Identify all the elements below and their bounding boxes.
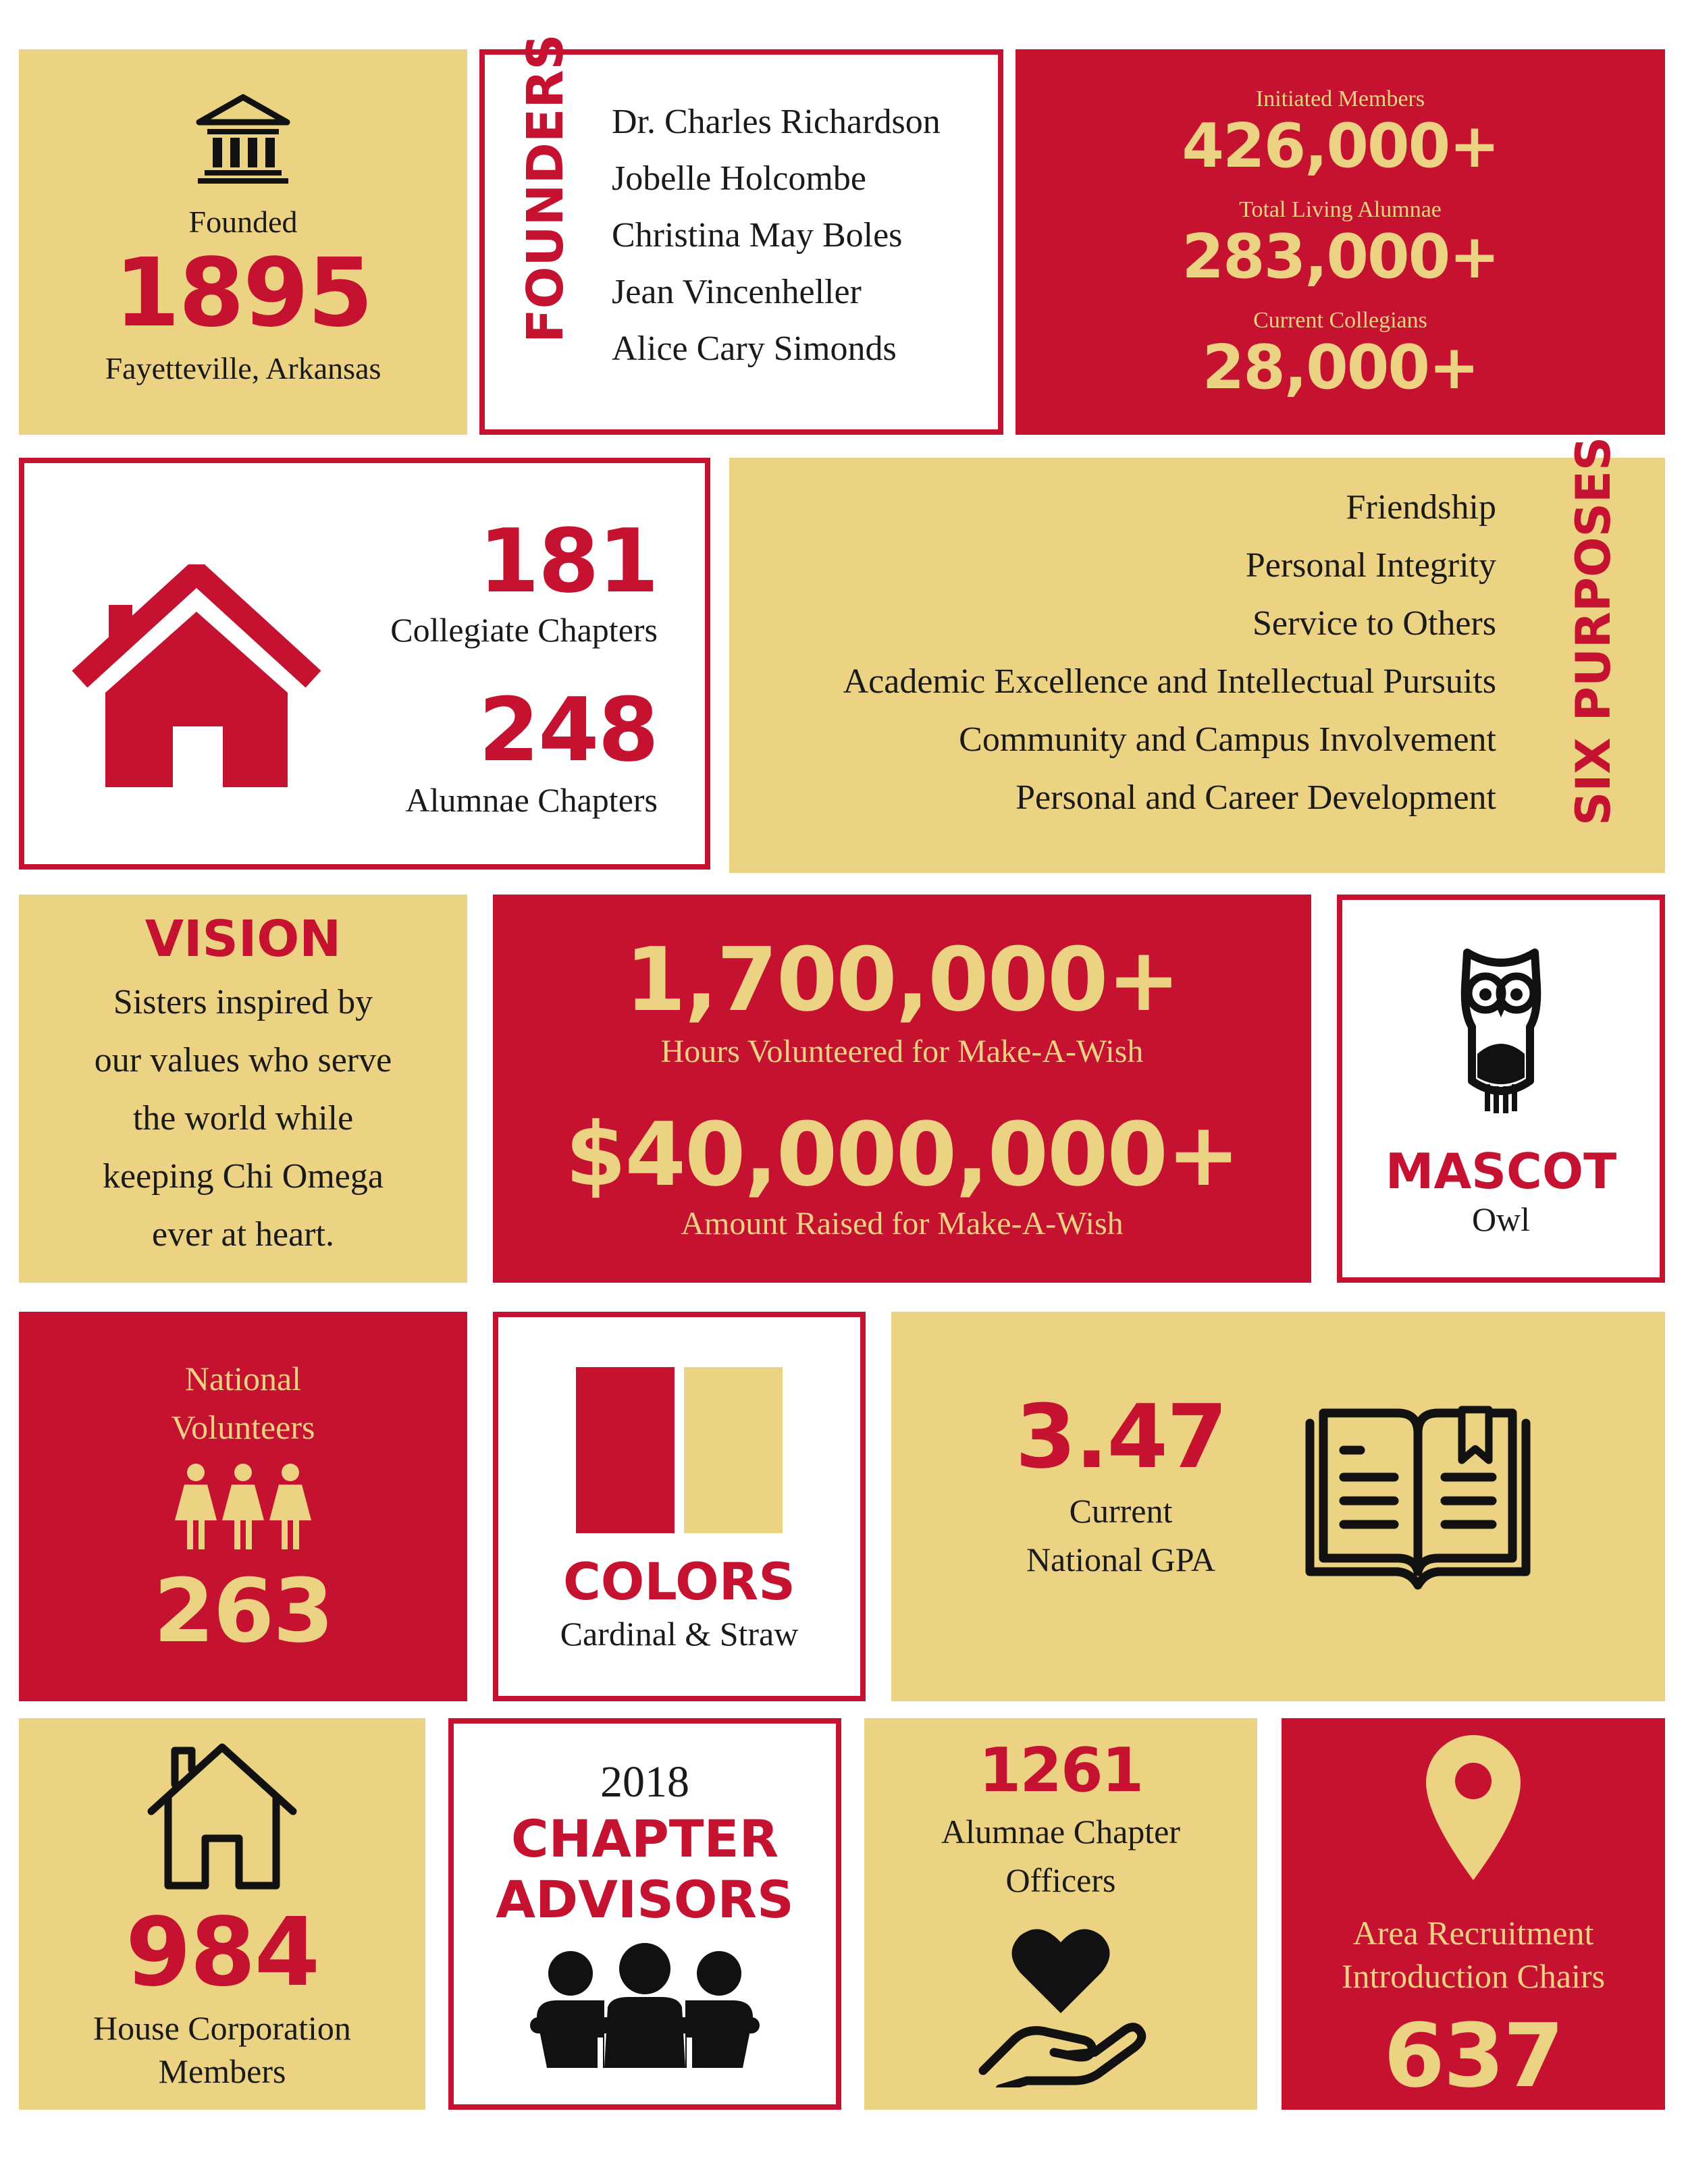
advisors-heading-1: CHAPTER xyxy=(510,1809,779,1869)
house-corp-label-1: House Corporation xyxy=(93,2009,351,2047)
purpose-item: Academic Excellence and Intellectual Pursuits xyxy=(843,662,1496,701)
purposes-heading: SIX PURPOSES xyxy=(1566,436,1621,826)
vision-line: Sisters inspired by xyxy=(113,982,373,1021)
house-corp-value: 984 xyxy=(125,1898,319,2008)
volunteers-label-1: National xyxy=(184,1359,302,1397)
founders-list xyxy=(612,102,941,385)
house-corp-tile xyxy=(19,1718,425,2110)
gpa-text xyxy=(986,1385,1256,1579)
women-icon xyxy=(172,1463,314,1551)
officers-label-2: Officers xyxy=(1005,1861,1116,1899)
chapters-tile xyxy=(19,458,710,870)
recruitment-value: 637 xyxy=(1383,2004,1563,2107)
hours-label: Hours Volunteered for Make-A-Wish xyxy=(660,1033,1144,1069)
founded-year: 1895 xyxy=(114,238,372,348)
alumnae-value: 283,000+ xyxy=(1182,221,1499,292)
owl-icon xyxy=(1450,939,1552,1121)
founded-place: Fayetteville, Arkansas xyxy=(105,350,381,385)
founded-tile xyxy=(19,49,467,435)
purpose-item: Personal Integrity xyxy=(1245,546,1496,585)
initiated-value: 426,000+ xyxy=(1182,110,1499,182)
alumnae-label: Total Living Alumnae xyxy=(1239,196,1442,222)
vision-tile xyxy=(19,895,467,1283)
make-a-wish-tile xyxy=(493,895,1311,1283)
color-swatches xyxy=(576,1367,783,1533)
collegiate-label: Collegiate Chapters xyxy=(390,611,658,649)
location-pin-icon xyxy=(1419,1728,1527,1884)
vision-heading: VISION xyxy=(144,909,342,968)
mascot-tile xyxy=(1337,895,1665,1283)
recruitment-label-2: Introduction Chairs xyxy=(1341,1957,1606,1995)
collegians-value: 28,000+ xyxy=(1202,331,1479,403)
straw-swatch xyxy=(684,1367,783,1533)
house-icon xyxy=(72,564,321,794)
purpose-item: Community and Campus Involvement xyxy=(959,720,1496,759)
hours-value: 1,700,000+ xyxy=(625,928,1180,1031)
mascot-name: Owl xyxy=(1471,1200,1531,1238)
founder-name: Christina May Boles xyxy=(612,216,903,255)
founders-heading: FOUNDERS xyxy=(517,34,575,343)
officers-tile xyxy=(864,1718,1257,2110)
volunteers-value: 263 xyxy=(153,1559,333,1662)
purpose-item: Service to Others xyxy=(1252,604,1496,643)
founder-name: Alice Cary Simonds xyxy=(612,329,897,368)
amount-value: $40,000,000+ xyxy=(565,1102,1239,1206)
advisors-year: 2018 xyxy=(600,1757,689,1807)
officers-value: 1261 xyxy=(978,1735,1143,1806)
founders-tile xyxy=(479,34,1003,435)
purposes-list xyxy=(843,487,1496,836)
house-corp-label-2: Members xyxy=(158,2052,286,2090)
group-icon xyxy=(530,1943,760,2071)
vision-line: the world while xyxy=(132,1098,354,1138)
gpa-tile xyxy=(891,1312,1665,1701)
house-outline-icon xyxy=(144,1737,300,1892)
volunteers-label-2: Volunteers xyxy=(171,1408,315,1446)
recruitment-label-1: Area Recruitment xyxy=(1352,1914,1594,1952)
purposes-tile xyxy=(729,436,1665,873)
recruitment-tile xyxy=(1282,1718,1665,2110)
open-book-icon xyxy=(1296,1403,1539,1605)
cardinal-swatch xyxy=(576,1367,675,1533)
building-icon xyxy=(192,92,294,186)
volunteers-tile xyxy=(19,1312,467,1701)
advisors-heading-2: ADVISORS xyxy=(496,1869,794,1929)
vision-line: our values who serve xyxy=(94,1040,392,1080)
founder-name: Jobelle Holcombe xyxy=(612,159,866,198)
colors-heading: COLORS xyxy=(563,1551,795,1612)
collegiate-value: 181 xyxy=(478,510,658,612)
officers-label-1: Alumnae Chapter xyxy=(941,1813,1181,1850)
amount-label: Amount Raised for Make-A-Wish xyxy=(681,1205,1124,1242)
vision-line: keeping Chi Omega xyxy=(103,1156,384,1196)
mascot-heading: MASCOT xyxy=(1385,1142,1617,1200)
alumnae-chapters-label: Alumnae Chapters xyxy=(405,781,658,819)
vision-line: ever at heart. xyxy=(152,1215,334,1254)
colors-subtitle: Cardinal & Straw xyxy=(560,1614,799,1653)
founder-name: Dr. Charles Richardson xyxy=(612,103,941,141)
purpose-item: Personal and Career Development xyxy=(1016,778,1496,817)
collegians-label: Current Collegians xyxy=(1253,307,1427,333)
purpose-item: Friendship xyxy=(1346,488,1496,527)
membership-tile xyxy=(1016,49,1665,435)
gpa-label-1: Current xyxy=(1069,1492,1173,1530)
initiated-label: Initiated Members xyxy=(1255,86,1425,111)
founded-label: Founded xyxy=(188,204,298,239)
colors-tile xyxy=(493,1312,866,1701)
advisors-tile xyxy=(448,1718,841,2110)
alumnae-chapters-value: 248 xyxy=(478,678,658,781)
founder-name: Jean Vincenheller xyxy=(612,273,862,311)
gpa-label-2: National GPA xyxy=(1026,1541,1216,1578)
gpa-value: 3.47 xyxy=(1015,1385,1227,1488)
heart-hand-icon xyxy=(973,1912,1149,2087)
